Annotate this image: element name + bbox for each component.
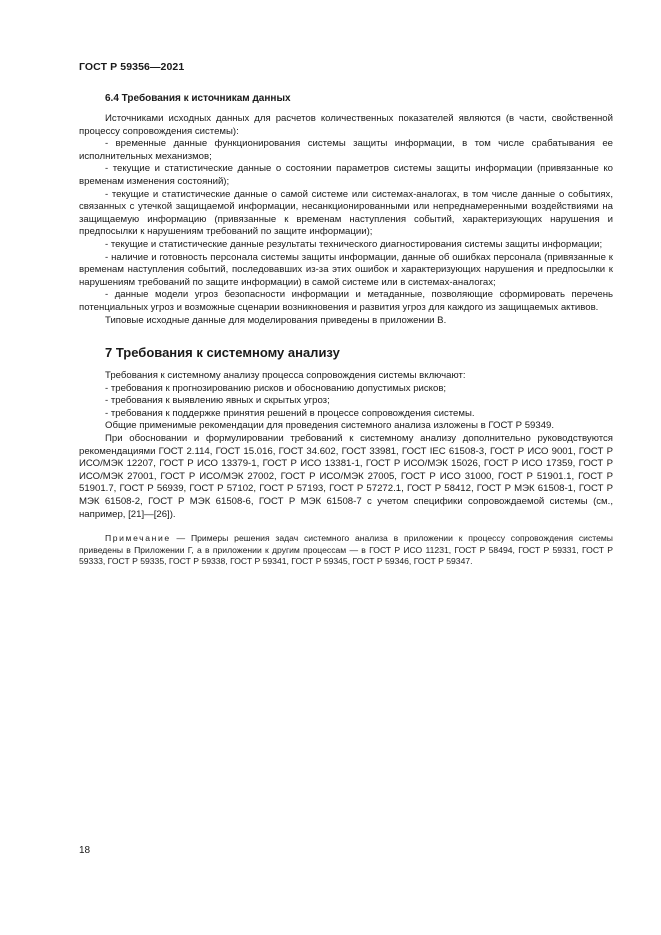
page-number: 18	[79, 845, 91, 856]
section-title: 7 Требования к системному анализу	[105, 345, 340, 361]
note	[79, 533, 613, 567]
list-item: - временные данные функционирования системы защиты информации, в том числе срабатывания ее исполнительных механизмов;	[79, 138, 613, 162]
note-label: Примечание	[105, 533, 171, 544]
paragraph: Требования к системному анализу процесса сопровождения системы включают:	[105, 370, 466, 382]
page-content	[79, 92, 613, 567]
list-item: - текущие и статистические данные результаты технического диагностирования системы защиты информации;	[105, 238, 603, 250]
subsection-title: 6.4 Требования к источникам данных	[105, 93, 291, 104]
note-text: — Примеры решения задач системного анализа в приложении к процессу сопровождения системы приведены в Приложении Г, а в приложении к другим процессам — в ГОСТ Р ИСО 11231, ГОСТ Р 58494, ГОСТ Р 59331, ГОСТ Р 59333, ГОСТ Р 59335, ГОСТ Р 59338, ГОСТ Р 59341, ГОСТ Р 59345, ГОСТ Р 59346, ГОСТ Р 59347.	[79, 533, 613, 567]
paragraph: Общие применимые рекомендации для проведения системного анализа изложены в ГОСТ Р 59349.	[105, 420, 555, 432]
list-item: - требования к прогнозированию рисков и обоснованию допустимых рисков;	[105, 382, 447, 394]
list-item: - требования к выявлению явных и скрытых угроз;	[105, 395, 330, 407]
list-item: - текущие и статистические данные о состоянии параметров системы защиты информации (привязанные ко временам изменения состояний);	[79, 163, 613, 187]
paragraph: При обосновании и формулировании требований к системному анализу дополнительно руководствуются рекомендациями ГОСТ 2.114, ГОСТ 15.016, ГОСТ 34.602, ГОСТ 33981, ГОСТ IEC 61508-3, ГОСТ Р ИСО 9001, ГОСТ Р ИСО/МЭК 12207, ГОСТ Р ИСО 13379-1, ГОСТ Р ИСО 13381-1, ГОСТ Р ИСО/МЭК 15026, ГОСТ Р ИСО 17359, ГОСТ Р ИСО/МЭК 27001, ГОСТ Р ИСО/МЭК 27002, ГОСТ Р ИСО/МЭК 27005, ГОСТ Р ИСО 31000, ГОСТ Р 51901.1, ГОСТ Р 51901.7, ГОСТ Р 56939, ГОСТ Р 57102, ГОСТ Р 57193, ГОСТ Р 57272.1, ГОСТ Р 58412, ГОСТ Р МЭК 61508-1, ГОСТ Р МЭК 61508-2, ГОСТ Р МЭК 61508-6, ГОСТ Р МЭК 61508-7 с учетом специфики сопровождаемой системы (см., например, [21]—[26]).	[79, 433, 613, 520]
document-id-header: ГОСТ Р 59356—2021	[79, 61, 185, 73]
list-item: - наличие и готовность персонала системы защиты информации, данные об ошибках персонала (привязанные к временам наступления событий, последовавших из-за этих ошибок и характеризующих нарушения и предпосылки к нарушениям требований по защите информации) в самой системе или в системах-аналогах;	[79, 251, 613, 288]
paragraph: Источниками исходных данных для расчетов количественных показателей являются (в части, свойственной процессу сопровождения системы):	[79, 113, 613, 137]
list-item: - текущие и статистические данные о самой системе или системах-аналогах, в том числе данные о событиях, связанных с утечкой защищаемой информации, несанкционированными или непреднамеренными воздействиями на защищаемую информацию (привязанные к временам наступления событий, характеризующих нарушения и предпосылки к нарушениям требований по защите информации);	[79, 188, 613, 238]
list-item: - данные модели угроз безопасности информации и метаданные, позволяющие сформировать перечень потенциальных угроз и возможные сценарии возникновения и развития угроз для каждого из защищаемых активов.	[79, 289, 613, 313]
list-item: - требования к поддержке принятия решений в процессе сопровождения системы.	[105, 407, 475, 419]
paragraph: Типовые исходные данные для моделирования приведены в приложении В.	[105, 314, 447, 326]
